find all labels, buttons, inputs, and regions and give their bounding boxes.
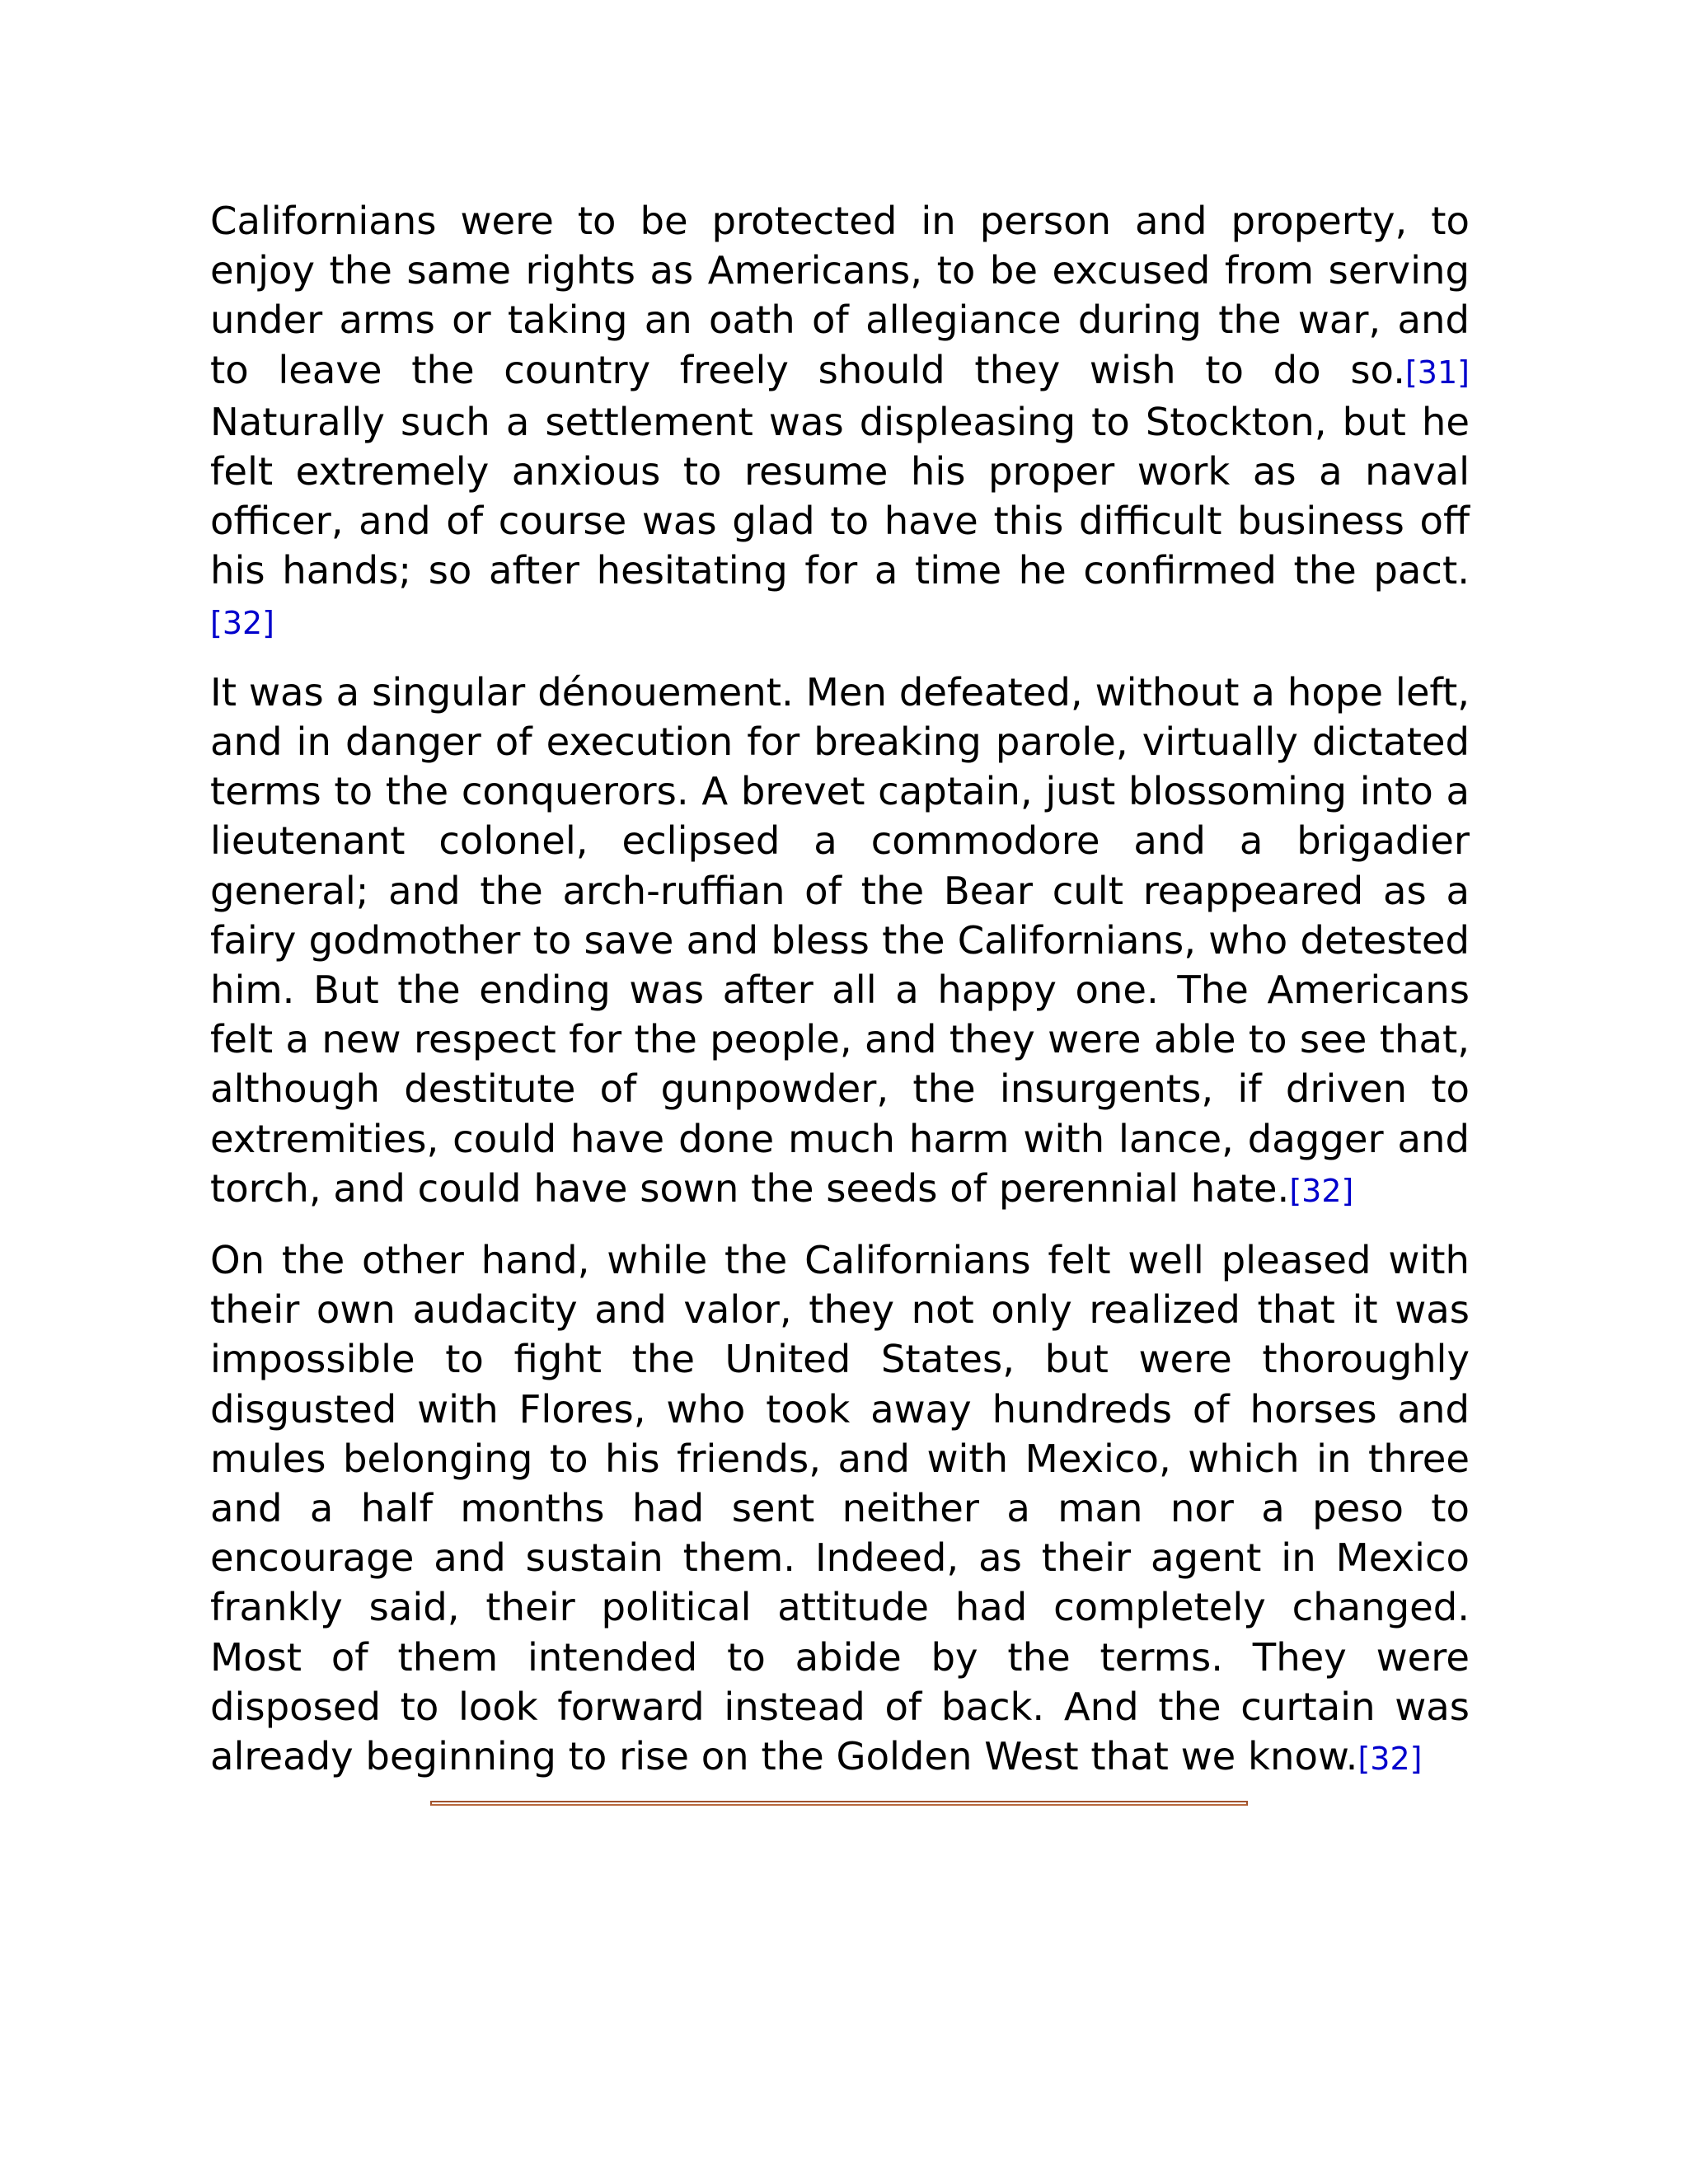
- paragraph-1: [210, 196, 1470, 648]
- document-body: [210, 196, 1470, 1803]
- footnote-link-31[interactable]: [31]: [1404, 354, 1470, 391]
- footnote-link-32[interactable]: [32]: [1357, 1741, 1423, 1778]
- paragraph-1-text-2: Naturally such a settlement was displeasing to Stockton, but he felt extremely anxious to resume his proper work as a naval officer, and of course was glad to have this difficult business off his hands; so after hesitating for a time he confirmed the pact.: [210, 399, 1470, 593]
- footnote-link-32[interactable]: [32]: [1289, 1172, 1354, 1209]
- paragraph-2: [210, 668, 1470, 1216]
- section-divider-rule: [430, 1801, 1248, 1806]
- paragraph-3-text: On the other hand, while the Californians felt well pleased with their own audacity and valor, they not only realized that it was impossible to fight the United States, but were thoroughly disgusted with Flores, who took away hundreds of horses and mules belonging to his friends, and with Mexico, which in three and a half months had sent neither a man nor a peso to encourage and sustain them. Indeed, as their agent in Mexico frankly said, their political attitude had completely changed. Most of them intended to abide by the terms. They were disposed to look forward instead of back. And the curtain was already beginning to rise on the Golden West that we know.: [210, 1238, 1470, 1779]
- paragraph-1-text-1: Californians were to be protected in person and property, to enjoy the same rights as Americans, to be excused from serving under arms or taking an oath of allegiance during the war, and to leave the country freely should they wish to do so.: [210, 199, 1470, 392]
- paragraph-2-text: It was a singular dénouement. Men defeated, without a hope left, and in danger of execution for breaking parole, virtually dictated terms to the conquerors. A brevet captain, just blossoming into a lieutenant colonel, eclipsed a commodore and a brigadier general; and the arch-ruffian of the Bear cult reappeared as a fairy godmother to save and bless the Californians, who detested him. But the ending was after all a happy one. The Americans felt a new respect for the people, and they were able to see that, although destitute of gunpowder, the insurgents, if driven to extremities, could have done much harm with lance, dagger and torch, and could have sown the seeds of perennial hate.: [210, 669, 1470, 1211]
- footnote-link-32[interactable]: [32]: [210, 604, 275, 641]
- paragraph-3: [210, 1235, 1470, 1783]
